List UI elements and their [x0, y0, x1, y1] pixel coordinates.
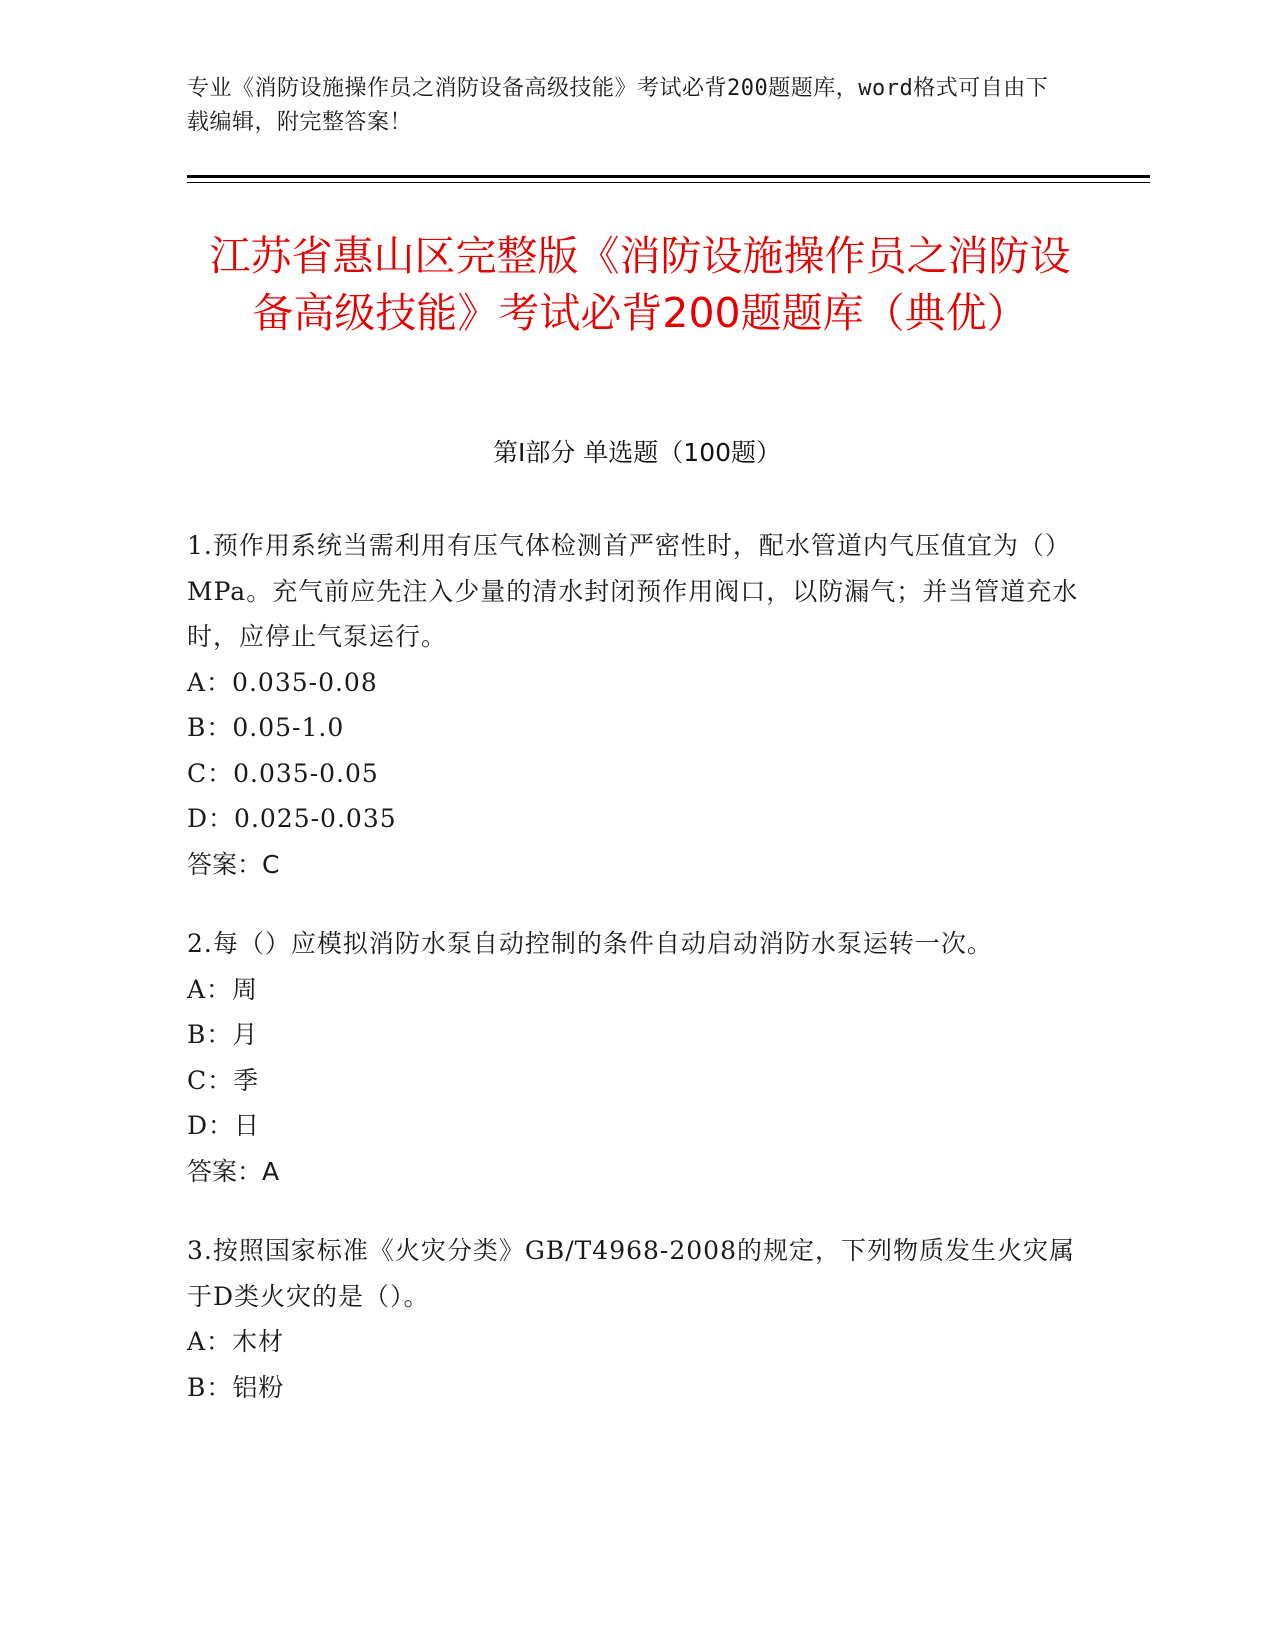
document-title: 江苏省惠山区完整版《消防设施操作员之消防设备高级技能》考试必背200题题库（典优）: [209, 232, 1071, 337]
question-3: [187, 1228, 1087, 1410]
question-2: [187, 921, 1087, 1194]
option-b: B：0.05-1.0: [187, 713, 345, 742]
option-c: C：0.035-0.05: [187, 758, 379, 788]
question-list: [187, 523, 1087, 1444]
answer: 答案：A: [187, 1156, 280, 1186]
question-1: [187, 523, 1087, 887]
question-text: 2.每（）应模拟消防水泵自动控制的条件自动启动消防水泵运转一次。: [187, 929, 993, 958]
option-d: D：0.025-0.035: [187, 804, 397, 833]
option-b: B：月: [187, 1020, 259, 1049]
question-text: 1.预作用系统当需利用有压气体检测首严密性时，配水管道内气压值宜为（）MPa。充气前应先注入少量的清水封闭预作用阀口，以防漏气；并当管道充水时，应停止气泵运行。: [187, 531, 1079, 651]
question-text: 3.按照国家标准《火灾分类》GB/T4968-2008的规定，下列物质发生火灾属于D类火灾的是（）。: [187, 1236, 1075, 1311]
header-divider-thick: [187, 175, 1150, 178]
option-d: D：日: [187, 1111, 261, 1140]
answer: 答案：C: [187, 849, 280, 879]
option-c: C：季: [187, 1065, 260, 1095]
option-a: A：周: [187, 974, 259, 1004]
header-divider-thin: [187, 182, 1150, 183]
option-b: B：铝粉: [187, 1372, 285, 1402]
option-a: A：0.035-0.08: [187, 667, 378, 697]
section-title: 第I部分 单选题（100题）: [492, 438, 782, 467]
option-a: A：木材: [187, 1327, 285, 1356]
header-note: 专业《消防设施操作员之消防设备高级技能》考试必背200题题库，word格式可自由下载编辑，附完整答案！: [187, 76, 1049, 135]
